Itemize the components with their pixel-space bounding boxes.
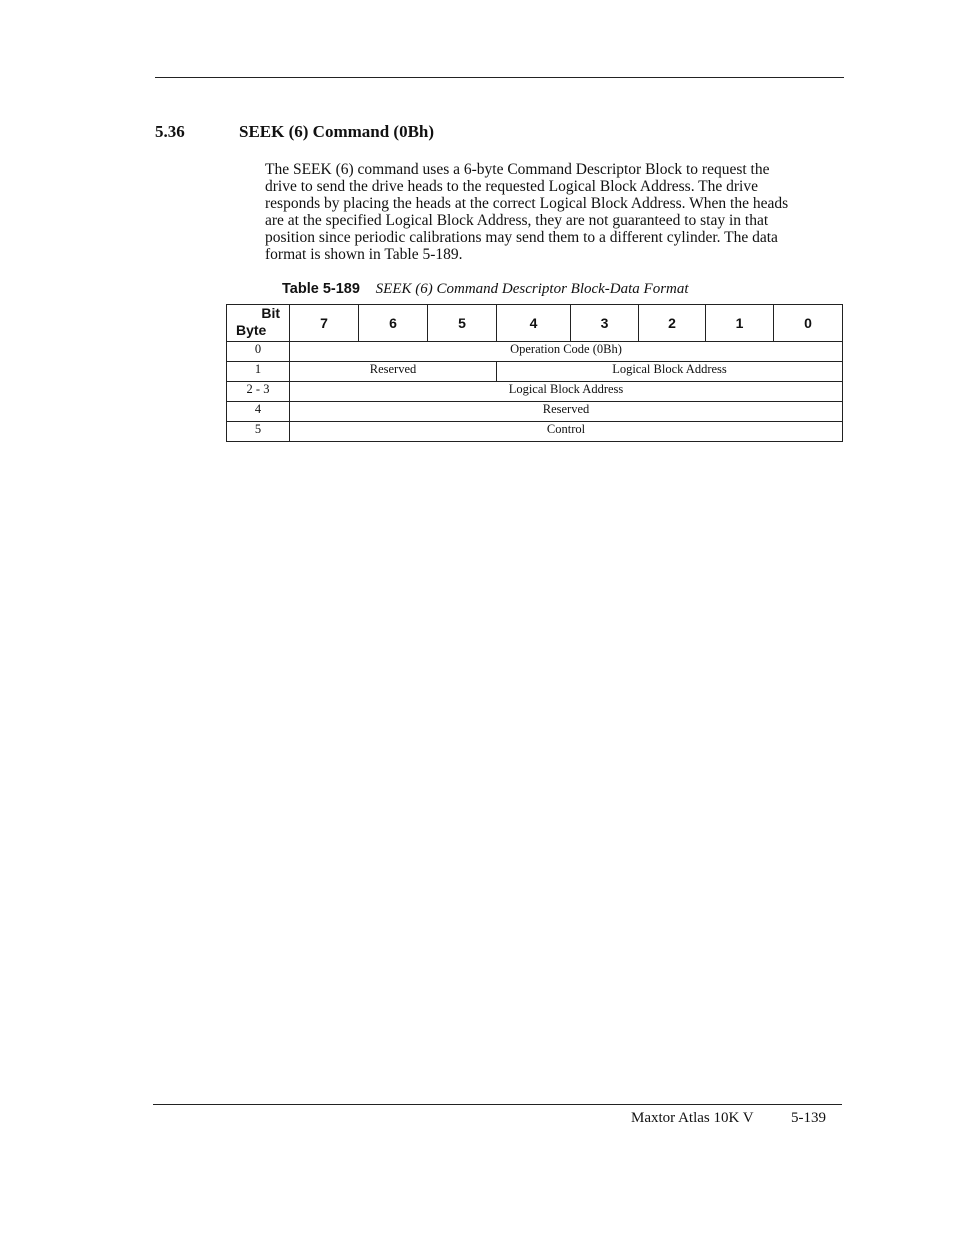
bit-header-6: 6 (359, 305, 428, 342)
table-caption (282, 281, 689, 298)
header-rule (155, 77, 844, 78)
corner-bit-label: Bit (261, 305, 280, 321)
bit-header-3: 3 (571, 305, 639, 342)
cdb-table (226, 304, 843, 442)
bit-header-4: 4 (497, 305, 571, 342)
section-number: 5.36 (155, 122, 185, 141)
section-heading (155, 122, 434, 142)
table-caption-label: Table 5-189 (282, 281, 360, 297)
bit-header-1: 1 (706, 305, 774, 342)
corner-header-cell (227, 305, 290, 342)
table-row (227, 382, 843, 402)
field-cell: Control (290, 422, 843, 442)
body-line: format is shown in Table 5-189. (265, 246, 463, 263)
body-line: are at the specified Logical Block Address, they are not guaranteed to stay in that (265, 212, 769, 229)
table-row (227, 362, 843, 382)
field-cell: Reserved (290, 402, 843, 422)
field-cell: Reserved (290, 362, 497, 382)
body-line: position since periodic calibrations may send them to a different cylinder. The data (265, 229, 778, 246)
byte-cell: 5 (227, 422, 290, 442)
table-row (227, 342, 843, 362)
footer-rule (153, 1104, 842, 1105)
body-line: drive to send the drive heads to the requested Logical Block Address. The drive (265, 178, 758, 195)
footer-product-name: Maxtor Atlas 10K V (631, 1110, 754, 1126)
table-caption-title: SEEK (6) Command Descriptor Block-Data Format (375, 281, 689, 297)
bit-header-5: 5 (428, 305, 497, 342)
byte-cell: 4 (227, 402, 290, 422)
byte-cell: 2 - 3 (227, 382, 290, 402)
byte-cell: 0 (227, 342, 290, 362)
bit-header-0: 0 (774, 305, 843, 342)
footer-page-number: 5-139 (791, 1110, 826, 1126)
body-line: The SEEK (6) command uses a 6-byte Command Descriptor Block to request the (265, 161, 770, 178)
field-cell: Logical Block Address (290, 382, 843, 402)
field-cell: Operation Code (0Bh) (290, 342, 843, 362)
field-cell: Logical Block Address (497, 362, 843, 382)
body-line: responds by placing the heads at the correct Logical Block Address. When the heads (265, 195, 789, 212)
table-row (227, 402, 843, 422)
table-header-row (227, 305, 843, 342)
table-row (227, 422, 843, 442)
bit-header-7: 7 (290, 305, 359, 342)
body-paragraph (265, 161, 841, 263)
section-title: SEEK (6) Command (0Bh) (239, 122, 435, 141)
corner-byte-label: Byte (236, 322, 267, 338)
bit-header-2: 2 (639, 305, 706, 342)
byte-cell: 1 (227, 362, 290, 382)
